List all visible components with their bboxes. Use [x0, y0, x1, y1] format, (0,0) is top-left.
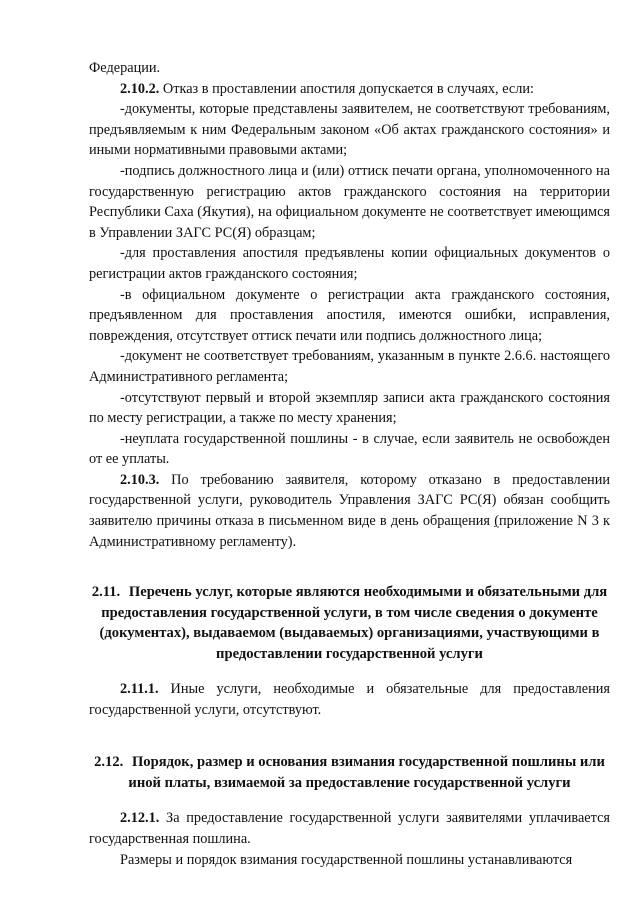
clause-paren: ( [494, 513, 499, 530]
list-item-nonpayment: -неуплата государственной пошлины - в случае, если заявитель не освобожден от ее уплаты. [89, 430, 610, 468]
clause-number: 2.11.1. [120, 681, 159, 698]
section-number: 2.11. [91, 584, 121, 601]
clause-text: Иные услуги, необходимые и обязательные для предоставления государственной услуги, отсутствуют. [89, 681, 610, 718]
clause-text: Отказ в проставлении апостиля допускается в случаях, если: [159, 80, 535, 97]
section-heading-2-12 [89, 752, 610, 793]
clause-tail: приложение N 3 к Административному регламенту). [89, 513, 611, 550]
paragraph-2-12-1 [89, 808, 610, 849]
list-item-requirements: -документ не соответствует требованиям, указанным в пункте 2.6.6. настоящего Административного регламента; [89, 348, 610, 385]
list-item-documents: -документы, которые представлены заявителем, не соответствуют требованиям, предъявляемым к ним Федеральным законом «Об актах гражданского состояния» и иными нормативными правовыми актами; [89, 101, 610, 159]
clause-number: 2.10.3. [120, 471, 160, 488]
list-item-missing-records: -отсутствуют первый и второй экземпляр записи акта гражданского состояния по месту регистрации, а также по месту хранения; [89, 389, 610, 427]
paragraph-fee-rules: Размеры и порядок взимания государственной пошлины устанавливаются [120, 851, 573, 868]
section-title: Порядок, размер и основания взимания государственной пошлины или иной платы, взимаемой за предоставление государственной услуги [128, 754, 605, 791]
paragraph-continuation: Федерации. [89, 60, 161, 76]
clause-text: За предоставление государственной услуги заявителями уплачивается государственная пошлина. [89, 810, 610, 848]
paragraph-2-10-3 [89, 470, 610, 552]
list-item-signature: -подпись должностного лица и (или) оттиск печати органа, уполномоченного на государственную регистрацию актов гражданского состояния на территории Республики Саха (Якутия), на официальном документе не соответствует имеющимся в Управлении ЗАГС РС(Я) образцам; [89, 162, 610, 241]
list-item-errors: -в официальном документе о регистрации акта гражданского состояния, предъявленном для проставления апостиля, имеются ошибки, исправления, повреждения, отсутствует оттиск печати или подпись должностного лица; [89, 286, 610, 344]
clause-text: По требованию заявителя, которому отказано в предоставлении государственной услуги, руководитель Управления ЗАГС РС(Я) обязан сообщить заявителю причины отказа в письменном виде в день обращения [89, 471, 610, 530]
section-number: 2.12. [94, 754, 124, 771]
clause-number: 2.12.1. [120, 810, 160, 827]
paragraph-2-11-1 [89, 679, 610, 720]
list-item-copies: -для проставления апостиля предъявлены копии официальных документов о регистрации актов гражданского состояния; [89, 245, 610, 282]
section-heading-2-11 [89, 582, 610, 664]
clause-number: 2.10.2. [120, 80, 160, 97]
paragraph-2-10-2 [89, 79, 610, 100]
section-title: Перечень услуг, которые являются необходимыми и обязательными для предоставления государственной услуги, в том числе сведения о документе (документах), выдаваемом (выдаваемых) организациями, участвующими в предоставлении государственной услуги [99, 584, 608, 662]
